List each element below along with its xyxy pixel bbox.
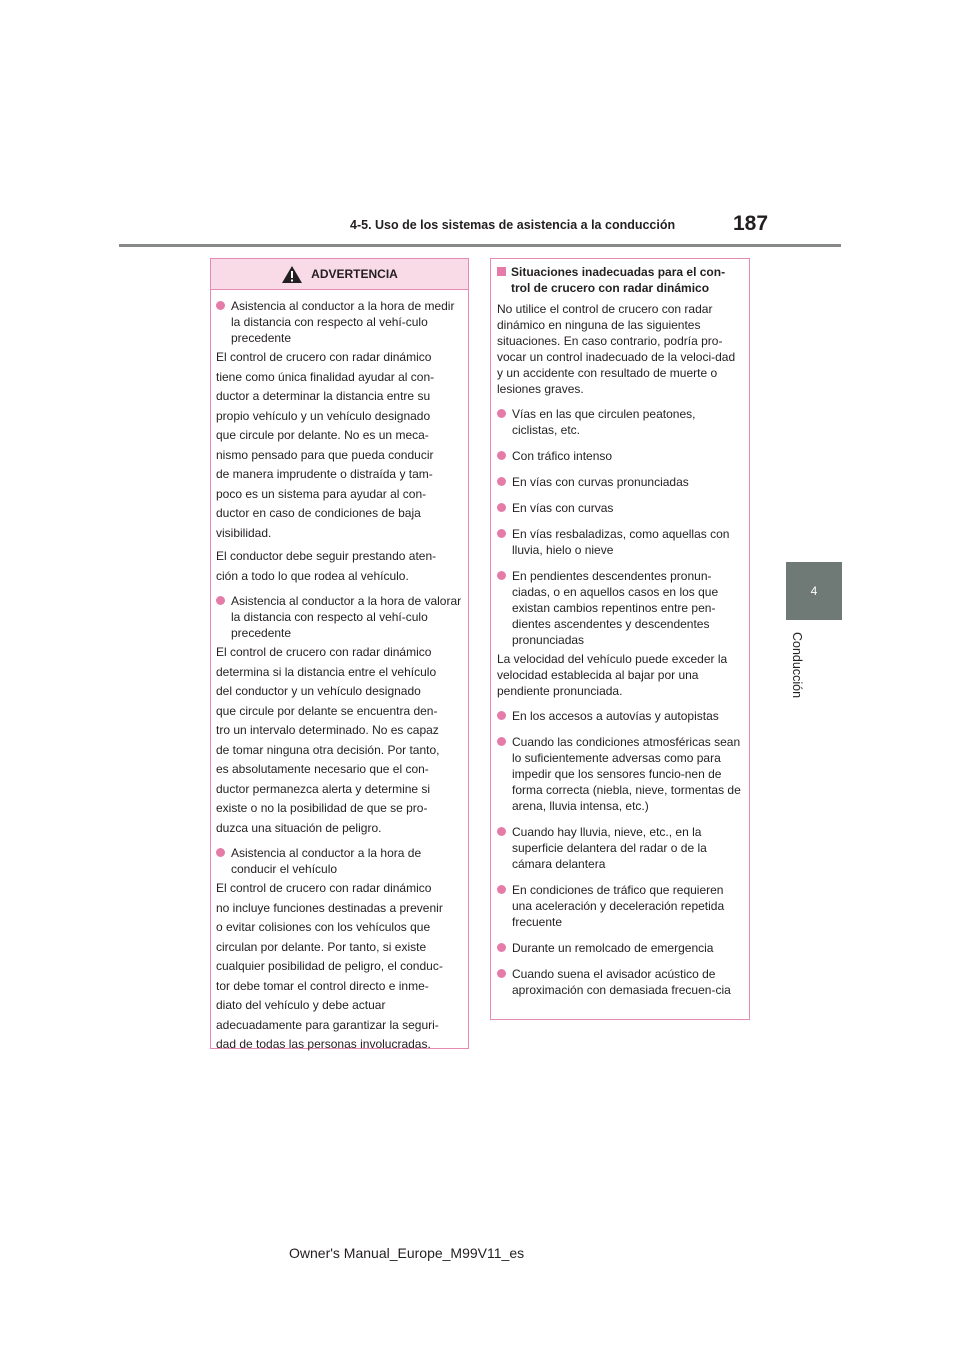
situations-box	[490, 258, 750, 1020]
list-item	[497, 500, 743, 516]
text-line: cualquier posibilidad de peligro, el conduc-	[216, 959, 443, 973]
bullet-text: Vías en las que circulen peatones, ciclistas, etc.	[512, 407, 696, 437]
circle-bullet-icon	[497, 571, 506, 580]
text-line: visibilidad.	[216, 525, 272, 540]
text-line: diato del vehículo y debe actuar	[216, 998, 386, 1012]
warning-body	[211, 290, 468, 1055]
text-line: dad de todas las personas involucradas.	[216, 1037, 431, 1051]
warning-title: ADVERTENCIA	[311, 267, 398, 281]
note-paragraph: La velocidad del vehículo puede exceder la velocidad establecida al bajar por una pendiente pronunciada.	[497, 652, 728, 698]
text-line: El control de crucero con radar dinámico	[216, 645, 432, 659]
circle-bullet-icon	[497, 737, 506, 746]
text-line: es absolutamente necesario que el con-	[216, 762, 429, 776]
text-line: ductor en caso de condiciones de baja	[216, 506, 421, 520]
circle-bullet-icon	[497, 711, 506, 720]
circle-bullet-icon	[497, 943, 506, 952]
paragraph	[216, 879, 462, 1055]
circle-bullet-icon	[497, 477, 506, 486]
chapter-tab	[786, 562, 842, 620]
paragraph	[216, 348, 462, 543]
bullet-text: Cuando suena el avisador acústico de aproximación con demasiada frecuen-cia	[512, 967, 731, 997]
text-line: determina si la distancia entre el vehículo	[216, 664, 437, 679]
list-item	[497, 708, 743, 724]
text-line: de tomar ninguna otra decisión. Por tanto,	[216, 742, 440, 757]
square-bullet-icon	[497, 267, 506, 276]
text-line: no incluye funciones destinadas a prevenir	[216, 900, 443, 915]
paragraph	[216, 643, 462, 838]
list-item	[497, 940, 743, 956]
text-line: de manera imprudente o distraída y tam-	[216, 467, 433, 481]
bullet-text: En pendientes descendentes pronun-ciadas, o en aquellos casos en los que existan cambios repentinos entre pen-dientes ascendentes y descendentes pronunciadas	[512, 569, 719, 647]
list-item	[216, 845, 462, 877]
bullet-text: En vías con curvas	[512, 501, 614, 515]
bullet-text: Con tráfico intenso	[512, 449, 613, 463]
page-number: 187	[733, 212, 769, 235]
heading-text: Situaciones inadecuadas para el con-trol de crucero con radar dinámico	[511, 265, 726, 295]
chapter-number: 4	[810, 584, 818, 598]
header-rule	[119, 244, 841, 247]
bullet-text: Asistencia al conductor a la hora de valorar la distancia con respecto al vehí-culo precedente	[231, 594, 462, 640]
text-line: nismo pensado para que pueda conducir	[216, 447, 434, 462]
circle-bullet-icon	[216, 848, 225, 857]
bullet-text: En condiciones de tráfico que requieren una aceleración y deceleración repetida frecuente	[512, 883, 725, 929]
text-line: existe o no la posibilidad de que se pro-	[216, 801, 428, 815]
list-item	[497, 734, 743, 814]
list-item	[497, 966, 743, 998]
paragraph	[216, 547, 462, 586]
circle-bullet-icon	[216, 596, 225, 605]
text-line: circulan por delante. Por tanto, si existe	[216, 939, 427, 954]
warning-box	[210, 258, 469, 1049]
list-item	[497, 526, 743, 558]
circle-bullet-icon	[497, 451, 506, 460]
bullet-text: Cuando las condiciones atmosféricas sean lo suficientemente adversas como para impedir que los sensores funcio-nen de forma correcta (niebla, nieve, tormentas de arena, lluvia intensa, etc.)	[512, 735, 741, 813]
text-line: tiene como única finalidad ayudar al con-	[216, 369, 435, 384]
text-line: adecuadamente para garantizar la seguri-	[216, 1017, 439, 1032]
list-item	[497, 882, 743, 930]
circle-bullet-icon	[216, 301, 225, 310]
text-line: tro un intervalo determinado. No es capaz	[216, 723, 439, 737]
text-line: El conductor debe seguir prestando aten-	[216, 549, 437, 563]
footer-text: Owner's Manual_Europe_M99V11_es	[289, 1245, 525, 1261]
text-line: duzca una situación de peligro.	[216, 820, 382, 835]
warning-header	[211, 259, 468, 290]
list-item	[216, 593, 462, 641]
bullet-text: Cuando hay lluvia, nieve, etc., en la superficie delantera del radar o de la cámara delantera	[512, 825, 707, 871]
chapter-label: Conducción	[790, 632, 804, 699]
circle-bullet-icon	[497, 503, 506, 512]
text-line: ductor permanezca alerta y determine si	[216, 781, 431, 796]
text-line: propio vehículo y un vehículo designado	[216, 408, 431, 423]
circle-bullet-icon	[497, 969, 506, 978]
list-item	[497, 406, 743, 438]
circle-bullet-icon	[497, 827, 506, 836]
bullet-text: En vías con curvas pronunciadas	[512, 475, 689, 489]
text-line: ductor a determinar la distancia entre su	[216, 389, 431, 403]
bullet-text: En los accesos a autovías y autopistas	[512, 709, 719, 723]
list-item	[497, 568, 743, 648]
bullet-text: Durante un remolcado de emergencia	[512, 941, 714, 955]
section-heading	[497, 264, 743, 296]
intro-paragraph: No utilice el control de crucero con radar dinámico en ninguna de las siguientes situaciones. En caso contrario, podría pro-vocar un control inadecuado de la veloci-dad y un accidente con resultado de muerte o lesiones graves.	[497, 302, 736, 396]
circle-bullet-icon	[497, 529, 506, 538]
text-line: del conductor y un vehículo designado	[216, 684, 421, 698]
list-item	[497, 474, 743, 490]
text-line: ción a todo lo que rodea al vehículo.	[216, 568, 409, 583]
text-line: poco es un sistema para ayudar al con-	[216, 486, 427, 501]
text-line: que circule por delante se encuentra den-	[216, 703, 438, 718]
warning-triangle-icon	[281, 265, 303, 284]
text-line: tor debe tomar el control directo e inme-	[216, 978, 429, 993]
bullet-text: Asistencia al conductor a la hora de medir la distancia con respecto al vehí-culo precedente	[231, 299, 455, 345]
section-title: 4-5. Uso de los sistemas de asistencia a la conducción	[350, 218, 676, 232]
circle-bullet-icon	[497, 885, 506, 894]
text-line: El control de crucero con radar dinámico	[216, 350, 432, 364]
list-item	[497, 448, 743, 464]
text-line: El control de crucero con radar dinámico	[216, 881, 432, 895]
text-line: o evitar colisiones con los vehículos que	[216, 920, 431, 934]
list-item	[497, 824, 743, 872]
bullet-text: En vías resbaladizas, como aquellas con lluvia, hielo o nieve	[512, 527, 730, 557]
circle-bullet-icon	[497, 409, 506, 418]
text-line: que circule por delante. No es un meca-	[216, 428, 429, 442]
bullet-text: Asistencia al conductor a la hora de conducir el vehículo	[231, 846, 422, 876]
list-item	[216, 298, 462, 346]
